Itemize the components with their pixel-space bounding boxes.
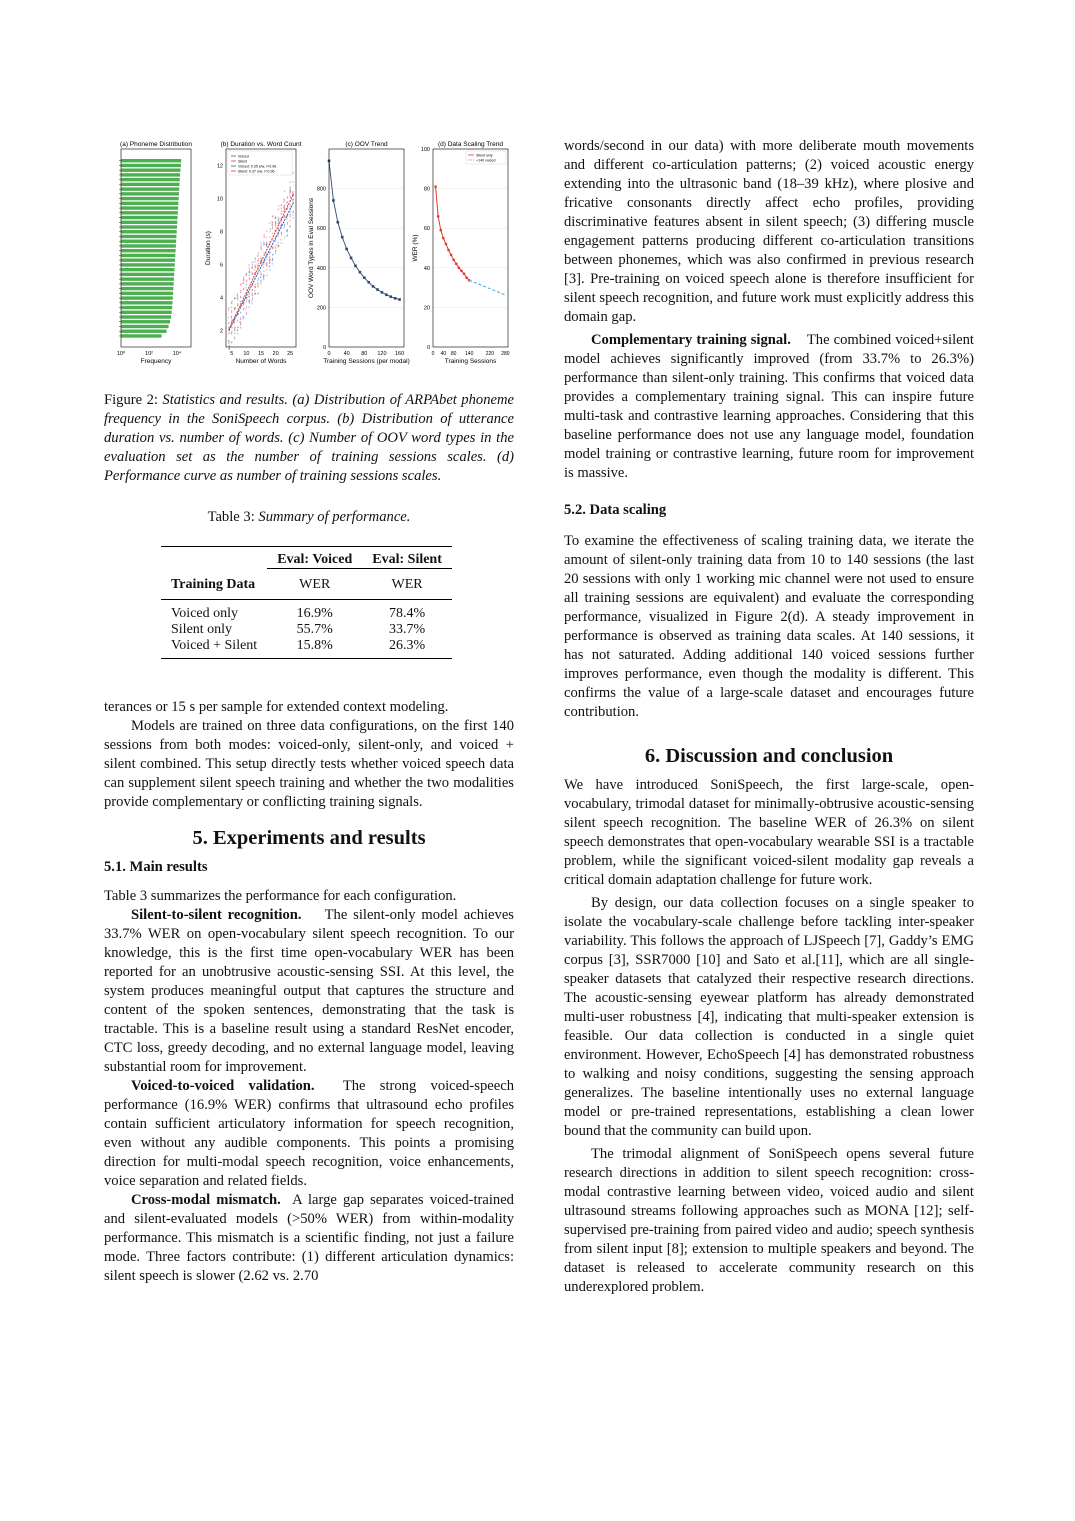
row-voiced: 16.9% [296, 606, 333, 621]
scatter-point [290, 211, 291, 213]
phoneme-bar [121, 315, 171, 318]
phoneme-bar [121, 192, 179, 195]
row-data: Voiced only [171, 606, 239, 621]
oov-point [385, 293, 388, 296]
scatter-point [281, 210, 282, 212]
scatter-point [240, 312, 241, 314]
scatter-point [278, 205, 279, 207]
scaling-line [436, 187, 470, 281]
oov-point [381, 291, 384, 294]
scatter-point [258, 286, 259, 288]
scatter-point [275, 247, 276, 249]
oov-point [372, 285, 375, 288]
scatter-point [263, 274, 264, 276]
phoneme-bar [121, 254, 175, 257]
x-tick-label: 0 [431, 351, 435, 357]
x-tick-label: 20 [272, 351, 279, 357]
scaling-line [469, 280, 505, 295]
scatter-point [267, 269, 268, 271]
x-tick-label: 40 [440, 351, 447, 357]
phoneme-bar [121, 225, 177, 228]
y-tick-label: 0 [322, 345, 326, 351]
paragraph-voiced-to-voiced [104, 1077, 514, 1191]
legend-entry: +140 voiced [476, 158, 496, 163]
x-tick-label: 220 [485, 351, 495, 357]
oov-point [350, 257, 353, 260]
phoneme-bar [121, 287, 173, 290]
phoneme-bar [121, 258, 175, 261]
para-body: The strong voiced-speech performance (16.9% WER) confirms that ultrasound echo profiles contain sufficient articulatory information for speech recognition, even without any audible components. This points a promising direction for multi-modal speech recognition, voice enhancements, voice separation and related fields. [104, 1078, 514, 1189]
panel-xlabel: Training Sessions (per modal) [323, 358, 410, 365]
scaling-point [437, 215, 440, 218]
scatter-point [261, 276, 262, 278]
paragraph-silent-to-silent [104, 906, 514, 1077]
paragraph-scaling: To examine the effectiveness of scaling training data, we iterate the amount of silent-only training data from 10 to 140 sessions (the last 20 sessions with only 1 working mic channel were not used to ensure all training sessions are equivalent) and evaluate the corresponding performance, visualized in Figure 2(d). A steady improvement in performance is observed as training data scales. At 140 sessions, it has not saturated. Adding additional 140 voiced sessions further improves performance, even though the modality is different. This confirms the value of a large-scale dataset and encourages future contribution. [564, 533, 974, 720]
y-tick-label: 400 [316, 265, 326, 272]
para-head: Voiced-to-voiced validation. [131, 1078, 315, 1094]
scatter-point [290, 225, 291, 227]
table-caption-body: Summary of performance. [258, 509, 411, 525]
panel-xlabel: Training Sessions [444, 358, 497, 365]
scatter-point [284, 191, 285, 193]
scaling-point [460, 269, 463, 272]
phoneme-bar [121, 249, 176, 252]
table-caption-lead: Table 3: [207, 509, 255, 525]
scatter-point [284, 211, 285, 213]
row-voiced: 15.8% [296, 638, 333, 653]
oov-point [394, 297, 397, 300]
phoneme-bar [121, 187, 179, 190]
y-tick-label: 100 [420, 147, 430, 153]
scaling-point [434, 185, 437, 188]
scaling-point [465, 276, 468, 279]
scatter-point [240, 292, 241, 294]
scaling-point [458, 267, 461, 270]
scatter-point [258, 253, 259, 255]
phoneme-bar [121, 306, 172, 309]
phoneme-bar [121, 320, 170, 323]
panel-ylabel: WER (%) [412, 234, 419, 262]
y-tick-label: 6 [219, 262, 223, 269]
section-heading-6: 6. Discussion and conclusion [644, 745, 894, 767]
phoneme-bar [121, 268, 174, 271]
y-tick-label: 8 [219, 229, 223, 236]
x-tick-label: 10² [145, 351, 153, 357]
left-column [104, 137, 514, 1286]
scatter-point [293, 172, 294, 174]
phoneme-bar [121, 273, 174, 276]
phoneme-bar [121, 277, 174, 280]
phoneme-bar [121, 211, 178, 214]
scaling-point [455, 263, 458, 266]
subsection-heading-5-2: 5.2. Data scaling [564, 502, 667, 518]
right-column [564, 137, 974, 1297]
metric-voiced: WER [299, 577, 331, 592]
paragraph-trimodal: The trimodal alignment of SoniSpeech opens several future research directions in addition to silent speech recognition: cross-modal contrastive learning between video, voiced audio and silent ultrasound streams following approaches such as MONA [12]; self-supervised pre-training from paired video and audio; speech synthesis from silent input [8]; extension to multiple speakers and beyond. The dataset is released to accelerate community research on this underexplored problem. [564, 1146, 974, 1295]
scatter-point [238, 299, 239, 301]
scaling-point [447, 249, 450, 252]
scaling-point [450, 254, 453, 257]
table-row [161, 622, 452, 638]
scatter-point [260, 258, 261, 260]
x-tick-label: 25 [287, 351, 294, 357]
scatter-point [260, 242, 261, 244]
row-voiced: 55.7% [296, 622, 333, 637]
phoneme-bar [121, 235, 176, 238]
para-head: Silent-to-silent recognition. [131, 907, 302, 923]
y-tick-label: 2 [219, 328, 223, 335]
scatter-point [228, 309, 229, 311]
scatter-point [234, 298, 235, 300]
y-tick-label: 0 [426, 345, 430, 351]
panel-title: (d) Data Scaling Trend [437, 141, 504, 148]
phoneme-bar [121, 168, 181, 171]
scatter-point [246, 281, 247, 283]
oov-point [376, 288, 379, 291]
figure-caption-body: Statistics and results. (a) Distribution of ARPAbet phoneme frequency in the SoniSpeech corpus. (b) Distribution of utterance duration vs. number of words. (c) Number of OOV word types in the evaluation set as the number of training sessions scales. (d) Performance curve as number of training sessions scales. [104, 392, 514, 484]
scatter-point [243, 317, 244, 319]
scatter-point [249, 264, 250, 266]
row-data: Silent only [171, 622, 233, 637]
x-tick-label: 280 [501, 351, 510, 357]
oov-point [363, 276, 366, 279]
scatter-point [258, 283, 259, 285]
scaling-point [445, 243, 448, 246]
y-tick-label: 10 [216, 196, 223, 203]
scatter-point [237, 320, 238, 322]
scatter-point [293, 199, 294, 201]
legend-entry: Voiced [238, 154, 249, 159]
figure-caption [104, 391, 514, 486]
phoneme-bar [121, 240, 176, 243]
oov-point [341, 236, 344, 239]
phoneme-bar [121, 230, 177, 233]
scatter-point [264, 263, 265, 265]
scatter-point [272, 260, 273, 262]
oov-point [389, 295, 392, 298]
phoneme-bar [121, 244, 176, 247]
phoneme-bar [121, 206, 178, 209]
x-tick-label: 15 [257, 351, 265, 357]
x-tick-label: 160 [394, 351, 405, 357]
paragraph-design: By design, our data collection focuses on a single speaker to isolate the vocabulary-scale challenge before tackling inter-speaker variability. This follows the approach of LJSpeech [7], Gaddy’s EMG corpus [3], SSR7000 [10] and Sato et al.[11], which are all single-speaker datasets that catalyzed their respective research directions. The acoustic-sensing eyewear platform has already demonstrated multi-user robustness [4], indicating that multi-speaker extension is feasible. Our data collection is conducted in a single quiet environment. However, EchoSpeech [4] has demonstrated robustness to walking and noisy conditions, suggesting the sensing approach generalizes. The baseline intentionally uses no external language model or pre-trained representations, establishing a clean lower bound that the community can build upon. [564, 895, 974, 1139]
oov-point [359, 271, 362, 274]
oov-point [345, 248, 348, 251]
subsection-heading-5-1: 5.1. Main results [104, 859, 208, 875]
scatter-point [255, 265, 256, 267]
scatter-point [275, 240, 276, 242]
row-data: Voiced + Silent [171, 638, 258, 653]
scatter-point [290, 186, 291, 188]
panel-frame [433, 149, 508, 347]
figure-2-plots [104, 137, 514, 367]
scatter-point [293, 212, 294, 214]
metric-silent: WER [391, 577, 423, 592]
paragraph-cross-modal [104, 1191, 514, 1286]
scatter-point [255, 266, 256, 268]
paragraph-complementary [564, 331, 974, 483]
scatter-point [243, 289, 244, 291]
panel-title: (b) Duration vs. Word Count [220, 141, 302, 148]
paragraph-summary: Table 3 summarizes the performance for each configuration. [104, 888, 457, 904]
x-tick-label: 10⁴ [172, 351, 182, 357]
scatter-point [266, 237, 267, 239]
scatter-point [272, 246, 273, 248]
scatter-point [246, 289, 247, 291]
y-tick-label: 12 [216, 163, 223, 170]
scatter-point [290, 196, 291, 198]
legend-entry: Silent [238, 159, 247, 164]
oov-point [354, 265, 357, 268]
phoneme-bar [121, 292, 173, 295]
legend-entry: Silent only [476, 153, 493, 158]
oov-point [398, 298, 401, 301]
phoneme-bar [121, 296, 173, 299]
x-tick-label: 140 [465, 351, 474, 357]
legend-entry: Silent: 0.37 s/w, r=0.96 [238, 169, 275, 174]
row-silent: 26.3% [388, 638, 426, 653]
scatter-point [258, 266, 259, 268]
scatter-point [260, 280, 261, 282]
phoneme-bar [121, 221, 177, 224]
phoneme-bar [121, 164, 181, 167]
phoneme-bar [121, 159, 181, 162]
scatter-point [275, 236, 276, 238]
col-training-data: Training Data [171, 576, 256, 592]
y-tick-label: 80 [423, 186, 430, 193]
y-tick-label: 20 [423, 305, 430, 312]
oov-point [367, 281, 370, 284]
scatter-point [229, 340, 230, 342]
scatter-point [249, 277, 250, 279]
scatter-point [278, 223, 279, 225]
para-head: Complementary training signal. [591, 332, 791, 348]
phoneme-bar [121, 330, 167, 333]
scatter-point [290, 220, 291, 222]
scaling-point [442, 237, 445, 240]
scatter-point [234, 333, 235, 335]
para-body: The combined voiced+silent model achieves significantly improved (from 33.7% to 26.3%) performance than silent-only training. This confirms that voiced data provides a complementary training signal. This can inspire future multi-task and contrastive learning approaches. Considering that this baseline performance does not use any language model, foundation model training or contrastive learning, future room for improvement is massive. [564, 332, 974, 481]
oov-point [332, 199, 335, 202]
scatter-point [240, 290, 241, 292]
scatter-point [252, 261, 253, 263]
para-head: Cross-modal mismatch. [131, 1192, 281, 1208]
phoneme-bar [121, 282, 174, 285]
y-tick-label: 60 [423, 226, 430, 233]
scatter-point [290, 181, 291, 183]
panel-frame [329, 149, 404, 347]
phoneme-bar [121, 183, 180, 186]
panel-xlabel: Frequency [140, 358, 172, 365]
phoneme-bar [121, 197, 179, 200]
x-tick-label: 0 [327, 351, 331, 357]
scatter-point [258, 293, 259, 295]
phoneme-bar [121, 334, 162, 337]
phoneme-bar [121, 311, 172, 314]
section-heading-5: 5. Experiments and results [192, 827, 426, 849]
scatter-point [267, 244, 268, 246]
panel-title: (a) Phoneme Distribution [120, 141, 192, 148]
phoneme-bar [121, 216, 178, 219]
legend-entry: Voiced: 0.35 s/w, r=0.96 [238, 164, 277, 169]
table-caption [104, 508, 514, 527]
x-tick-label: 5 [230, 351, 234, 357]
scatter-point [246, 275, 247, 277]
y-tick-label: 200 [316, 305, 326, 312]
scatter-point [240, 324, 241, 326]
y-tick-label: 800 [316, 186, 326, 193]
paragraph-continued: terances or 15 s per sample for extended context modeling. [104, 699, 449, 715]
scatter-point [246, 299, 247, 301]
phoneme-bar [121, 178, 180, 181]
scatter-point [278, 208, 279, 210]
scaling-point [439, 229, 442, 232]
panel-xlabel: Number of Words [235, 358, 287, 365]
x-tick-label: 80 [450, 351, 457, 357]
panel-title: (c) OOV Trend [345, 141, 388, 148]
scatter-point [267, 263, 268, 265]
scatter-point [278, 234, 279, 236]
phoneme-bar [121, 173, 180, 176]
phoneme-bar [121, 325, 169, 328]
scatter-point [231, 332, 232, 334]
phoneme-bar [121, 301, 173, 304]
x-tick-label: 120 [377, 351, 387, 357]
y-tick-label: 4 [219, 295, 223, 302]
x-tick-label: 10 [243, 351, 250, 357]
scatter-point [240, 322, 241, 324]
scatter-point [249, 268, 250, 270]
scatter-point [232, 301, 233, 303]
scatter-point [240, 283, 241, 285]
y-tick-label: 600 [316, 226, 326, 233]
scatter-point [293, 181, 294, 183]
x-tick-label: 40 [343, 351, 350, 357]
scatter-point [272, 228, 273, 230]
col-eval-silent: Eval: Silent [362, 547, 452, 569]
row-silent: 78.4% [388, 606, 426, 621]
scaling-point [452, 259, 455, 262]
oov-point [337, 221, 340, 224]
table-row [161, 600, 452, 623]
paragraph-intro: We have introduced SoniSpeech, the first large-scale, open-vocabulary, trimodal dataset for minimally-obtrusive acoustic-sensing silent speech recognition. The baseline WER of 26.3% on silent speech demonstrates that open-vocabulary wearable SSI is a tractable problem, while the significant voiced-silent modality gap reveals a critical domain adaptation challenge for future work. [564, 777, 974, 888]
scatter-point [252, 272, 253, 274]
figure-caption-lead: Figure 2: [104, 392, 158, 408]
paragraph-models: Models are trained on three data configurations, on the first 140 sessions from both modes: voiced-only, silent-only, and voiced + silent combined. This setup directly tests whether voiced speech data can supplement silent speech training and whether the two modalities provide complementary or conflicting training signals. [104, 718, 514, 810]
y-tick-label: 40 [423, 265, 430, 272]
x-tick-label: 80 [361, 351, 368, 357]
table-row [161, 638, 452, 659]
scatter-point [243, 278, 244, 280]
para-body: The silent-only model achieves 33.7% WER on open-vocabulary silent speech recognition. To our knowledge, this is the first time open-vocabulary WER has been reported for an unobtrusive acoustic-sensing SSI. At this level, the system produces meaningful output that captures the structure and content of the spoken sentences, demonstrating that the task is tractable. This is a baseline result using a standard ResNet encoder, CTC loss, greedy decoding, and no external language model, leaving substantial room for improvement. [104, 907, 514, 1075]
row-silent: 33.7% [388, 622, 426, 637]
panel-ylabel: Duration (s) [205, 231, 212, 265]
scatter-point [252, 295, 253, 297]
scatter-point [261, 246, 262, 248]
scaling-point [463, 272, 466, 275]
paragraph-continued: words/second in our data) with more deliberate mouth movements and different co-articulation patterns; (2) voiced acoustic energy extending into the ultrasonic band (18–39 kHz), where plosive and fricative consonants directly affect echo profiles, providing discriminative features absent in silent speech; (3) differing muscle engagement patterns producing different co-articulation transitions between phonemes, which was also confirmed in previous research [3]. Pre-training on voiced speech alone is therefore insufficient for silent speech recognition, and future work must explicitly address this domain gap. [564, 138, 974, 325]
fit-line [229, 203, 293, 330]
performance-table [161, 546, 452, 659]
phoneme-bar [121, 263, 175, 266]
scatter-point [237, 330, 238, 332]
x-tick-label: 10⁰ [116, 351, 126, 357]
col-eval-voiced: Eval: Voiced [267, 547, 362, 569]
para-body: A large gap separates voiced-trained and silent-evaluated models (>50% WER) from within-modality performance. This mismatch is a scientific finding, not just a failure mode. Three factors contribute: (1) different articulation dynamics: silent speech is slower (2.62 vs. 2.70 [104, 1192, 514, 1284]
scatter-point [284, 208, 285, 210]
panel-ylabel: OOV Word Types in Eval Sessions [308, 197, 315, 299]
phoneme-bar [121, 202, 178, 205]
figure-2 [104, 137, 514, 373]
